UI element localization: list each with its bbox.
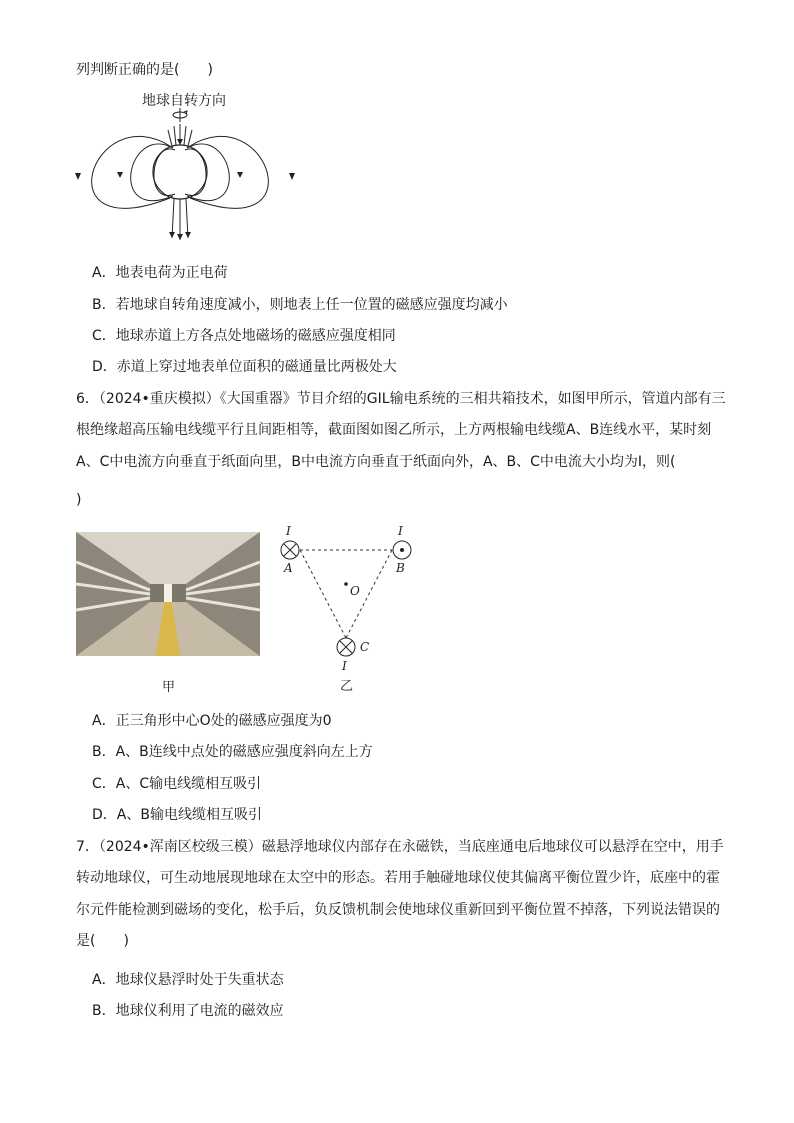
cable-cross-section-figure <box>276 520 426 695</box>
figure-yi-label: 乙 <box>340 679 354 694</box>
q6-option-d: D．A、B输电线缆相互吸引 <box>92 807 262 823</box>
center-point-o <box>344 582 348 586</box>
rotation-arrow-icon <box>173 108 187 122</box>
q6-line-3: A、C中电流方向垂直于纸面向里，B中电流方向垂直于纸面向外，A、B、C中电流大小均为I，则( <box>76 454 676 470</box>
label-current-b: I <box>398 524 403 538</box>
q6-line-4: ) <box>76 492 82 508</box>
q6-option-a: A．正三角形中心O处的磁感应强度为0 <box>92 713 332 729</box>
gil-tunnel-photo <box>76 532 260 656</box>
q7-line-2: 转动地球仪，可生动地展现地球在太空中的形态。若用手触碰地球仪使其偏离平衡位置少许，底座中的霍 <box>76 870 720 886</box>
label-a: A <box>284 561 293 575</box>
q5-option-d: D．赤道上穿过地表单位面积的磁通量比两极处大 <box>92 359 397 375</box>
q6-option-b: B．A、B连线中点处的磁感应强度斜向左上方 <box>92 744 373 760</box>
cable-a-into-page-icon <box>281 541 299 559</box>
triangle-dashed <box>300 550 392 638</box>
q7-line-3: 尔元件能检测到磁场的变化，松手后，负反馈机制会使地球仪重新回到平衡位置不掉落，下列说法错误的 <box>76 902 720 918</box>
q5-option-c: C．地球赤道上方各点处地磁场的磁感应强度相同 <box>92 328 396 344</box>
figure-jia-label: 甲 <box>162 680 176 695</box>
label-b: B <box>396 561 405 575</box>
cable-c-into-page-icon <box>337 638 355 656</box>
label-current-c: I <box>342 659 347 673</box>
cable-b-out-of-page-icon <box>393 541 411 559</box>
q7-option-b: B．地球仪利用了电流的磁效应 <box>92 1003 284 1019</box>
q5-stem-tail: 列判断正确的是( ) <box>76 62 213 78</box>
label-o: O <box>350 584 360 598</box>
q7-option-a: A．地球仪悬浮时处于失重状态 <box>92 972 284 988</box>
label-current-a: I <box>286 524 291 538</box>
q6-line-2: 根绝缘超高压输电线缆平行且间距相等，截面图如图乙所示，上方两根输电线缆A、B连线水平，某时刻 <box>76 422 712 438</box>
q6-line-1: 6．（2024•重庆模拟）《大国重器》节目介绍的GIL输电系统的三相共箱技术，如图甲所示，管道内部有三 <box>76 391 726 407</box>
earth-rotation-label: 地球自转方向 <box>142 93 226 109</box>
q5-option-a: A．地表电荷为正电荷 <box>92 265 228 281</box>
q6-option-c: C．A、C输电线缆相互吸引 <box>92 776 262 792</box>
q5-option-b: B．若地球自转角速度减小，则地表上任一位置的磁感应强度均减小 <box>92 297 508 313</box>
label-c: C <box>360 640 370 654</box>
earth-magnetic-field-figure <box>72 88 308 256</box>
q7-line-1: 7．（2024•浑南区校级三模）磁悬浮地球仪内部存在永磁铁，当底座通电后地球仪可以悬浮在空中，用手 <box>76 839 724 855</box>
q7-line-4: 是( ) <box>76 933 129 949</box>
